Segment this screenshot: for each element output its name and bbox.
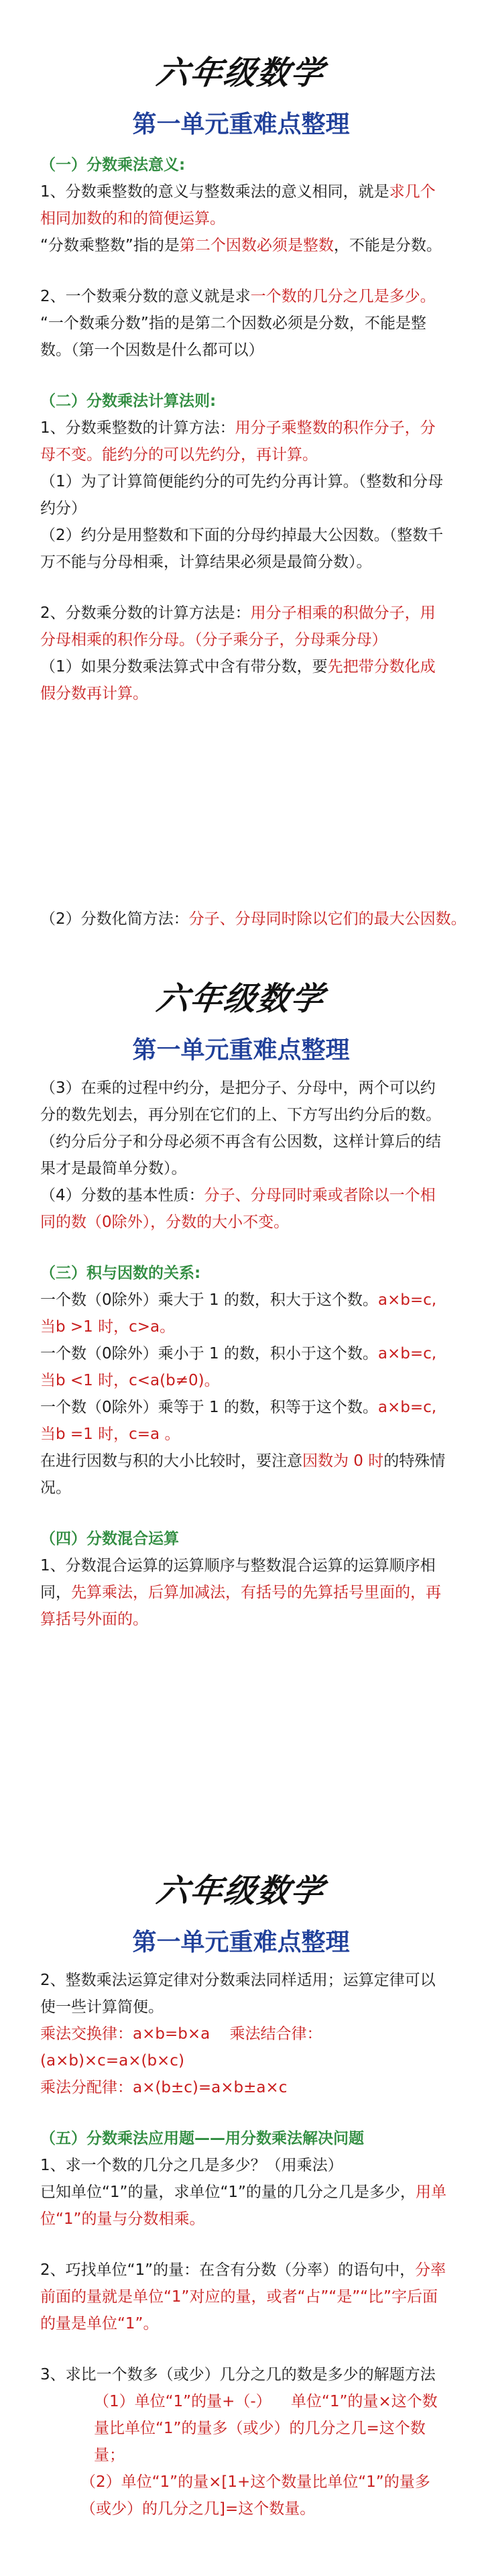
brand-title: 六年级数学 [154,980,327,1018]
text: 一个数（0除外）乘小于 1 的数，积小于这个数。 [40,1345,378,1362]
highlight-text: a×b=c,当b >1 时，c>a。 [40,1291,437,1336]
highlight-text: a×b=c,当b <1 时，c<a(b≠0)。 [40,1345,437,1389]
paragraph [40,1340,448,1394]
text: 1、分数乘整数的意义与整数乘法的意义相同，就是 [40,183,389,201]
paragraph [40,1552,448,1633]
highlight-text: 用分子乘整数的积作分子，分母不变。能约分的可以先约分，再计算。 [40,419,436,464]
highlight-text: 因数为 0 时 [302,1452,384,1470]
page-title: 第一单元重难点整理 [132,1036,350,1064]
formula-associative: 乘法结合律：(a×b)×c=a×(b×c) [40,2025,322,2070]
section-heading: （四）分数混合运算 [40,1530,179,1548]
text: 已知单位“1”的量，求单位“1”的量的几分之几是多少， [40,2184,416,2201]
paragraph [40,415,448,468]
page-1-tail [0,906,482,932]
paragraph [40,178,448,232]
paragraph: （3）在乘的过程中约分，是把分子、分母中，两个可以约分的数先划去，再分别在它们的上、下方写出约分后的数。（约分后分子和分母必须不再含有公因数，这样计算后的结果才是最简单分数）。 [40,1079,441,1177]
paragraph: 2、整数乘法运算定律对分数乘法同样适用；运算定律可以使一些计算简便。 [40,1972,436,2016]
highlight-text: 单位“1”的量×这个数量比单位“1”的量多（或少）的几分之几=这个数量； [94,2393,438,2464]
paragraph: （1）为了计算简便能约分的可先约分再计算。（整数和分母约分） [40,473,444,517]
paragraph [40,653,448,707]
paragraph [40,2179,448,2233]
highlight-text: 分子、分母同时乘或者除以一个相同的数（0除外），分数的大小不变。 [40,1187,436,1231]
highlight-text: 分率前面的量就是单位“1”对应的量，或者“占”“是”“比”字后面的量是单位“1”。 [40,2261,446,2332]
section-heading: （三）积与因数的关系: [40,1265,201,1282]
paragraph [40,232,448,259]
content-block [0,1075,482,1633]
text: （2）分数化简方法： [40,910,189,928]
paragraph: （2）单位“1”的量×[1+这个数量比单位“1”的量多（或少）的几分之几]=这个数量。 [80,2473,430,2518]
page-1 [0,47,482,707]
text: 2、分数乘分数的计算方法是： [40,604,251,622]
highlight-text: 先把带分数化成假分数再计算。 [40,658,436,702]
highlight-text: 先算乘法，后算加减法，有括号的先算括号里面的，再算括号外面的。 [40,1584,441,1628]
paragraph [40,2388,448,2469]
brand-title: 六年级数学 [154,1872,327,1910]
paragraph [40,1448,448,1501]
paragraph [40,906,482,932]
paragraph [40,1394,448,1448]
content-block [0,152,482,707]
page-2 [0,973,482,1633]
paragraph [40,2257,448,2337]
highlight-text: 第二个因数必须是整数 [179,237,334,254]
section-heading: （一）分数乘法意义: [40,156,186,174]
text: 1、分数混合运算的运算顺序与整数混合运算的运算顺序相同， [40,1557,436,1601]
formula-distributive: 乘法分配律：a×(b±c)=a×b±a×c [40,2079,288,2096]
paragraph [40,283,448,310]
highlight-text: 分子、分母同时除以它们的最大公因数。 [188,910,467,928]
text: 一个数（0除外）乘大于 1 的数，积大于这个数。 [40,1291,378,1309]
text: 2、巧找单位“1”的量：在含有分数（分率）的语句中， [40,2261,416,2279]
page-title: 第一单元重难点整理 [132,111,350,138]
paragraph: “一个数乘分数”指的是第二个因数必须是分数，不能是整数。（第一个因数是什么都可以） [40,315,426,359]
formula-line [40,2021,448,2074]
text: 2、一个数乘分数的意义就是求 [40,288,251,305]
text: 1、分数乘整数的计算方法： [40,419,235,437]
text: （1）如果分数乘法算式中含有带分数，要 [40,658,328,676]
paragraph: 1、求一个数的几分之几是多少？（用乘法） [40,2157,343,2174]
content-block [0,1967,482,2522]
formula-commutative: 乘法交换律：a×b=b×a [40,2025,210,2043]
brand-title: 六年级数学 [154,54,327,92]
paragraph: 3、求比一个数多（或少）几分之几的数是多少的解题方法 [40,2366,436,2383]
highlight-text: 求几个相同加数的和的简便运算。 [40,183,436,227]
text: ，不能是分数。 [333,237,442,254]
paragraph [40,600,448,653]
highlight-text: 用分子相乘的积做分子，用分母相乘的积作分母。（分子乘分子，分母乘分母） [40,604,436,649]
highlight-text: 用单位“1”的量与分数相乘。 [40,2184,446,2228]
page-3 [0,1865,482,2522]
text: （4）分数的基本性质： [40,1187,204,1204]
text: “分数乘整数”指的是 [40,237,180,254]
text: 在进行因数与积的大小比较时，要注意 [40,1452,302,1470]
page-title: 第一单元重难点整理 [132,1929,350,1956]
section-heading: （五）分数乘法应用题——用分数乘法解决问题 [40,2130,364,2147]
highlight-text: 一个数的几分之几是多少。 [250,288,436,305]
paragraph: （2）约分是用整数和下面的分母约掉最大公因数。（整数千万不能与分母相乘，计算结果必须是最简分数）。 [40,527,444,571]
paragraph [40,1287,448,1340]
text: 的特殊情况。 [40,1452,446,1497]
highlight-text: a×b=c,当b =1 时，c=a 。 [40,1399,437,1443]
text: 一个数（0除外）乘等于 1 的数，积等于这个数。 [40,1399,378,1416]
section-heading: （二）分数乘法计算法则: [40,392,217,410]
paragraph [40,1182,448,1236]
highlight-text: （1）单位“1”的量+（-） [94,2393,272,2410]
